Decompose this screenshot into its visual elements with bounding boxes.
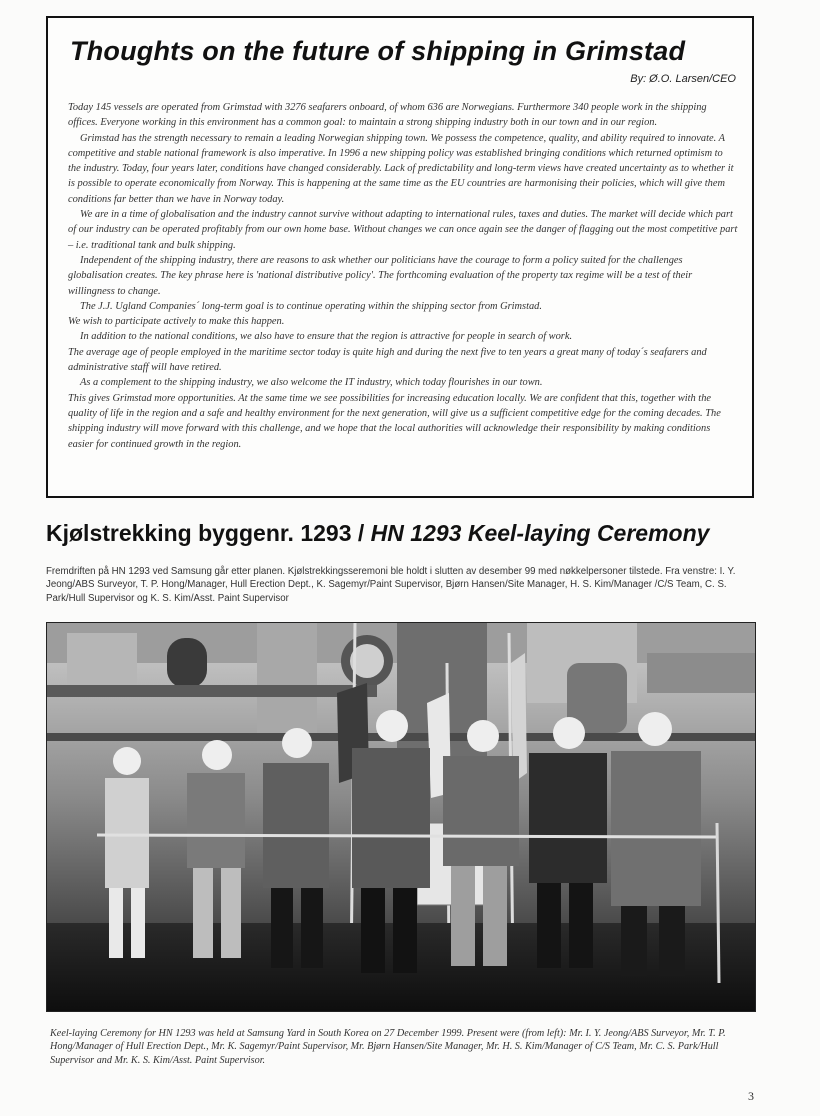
article-paragraph: In addition to the national conditions, we also have to ensure that the region is attractive for people in search of work. bbox=[80, 331, 573, 343]
article-byline: By: Ø.O. Larsen/CEO bbox=[630, 73, 736, 85]
article-paragraph: The J.J. Ugland Companies´ long-term goal is to continue operating within the shipping sector from Grimstad. bbox=[80, 300, 542, 312]
article-paragraph: As a complement to the shipping industry, we also welcome the IT industry, which today flourishes in our town. bbox=[80, 377, 543, 389]
ceremony-title-norwegian: Kjølstrekking byggenr. 1293 / bbox=[46, 520, 365, 546]
article-paragraph: We wish to participate actively to make this happen. bbox=[68, 316, 285, 328]
editorial-box bbox=[46, 16, 754, 498]
page-number: 3 bbox=[748, 1089, 754, 1103]
ceremony-title-english: HN 1293 Keel-laying Ceremony bbox=[364, 520, 710, 546]
article-paragraph: The average age of people employed in the maritime sector today is quite high and during the next five to ten years a great many of today´s seafarers and administrative staff will have retired. bbox=[68, 346, 707, 374]
article-body bbox=[68, 100, 738, 452]
article-paragraph: Independent of the shipping industry, there are reasons to ask whether our politicians have the courage to form a policy suited for the challenges globalisation creates. The key phrase here is 'national distributive policy'. The forthcoming evaluation of the property tax regime will be a test of their willingness to change. bbox=[68, 254, 693, 297]
ceremony-photo bbox=[46, 622, 756, 1012]
article-paragraph: Grimstad has the strength necessary to remain a leading Norwegian shipping town. We possess the competence, quality, and ability required to innovate. A competitive and stable national framework is also imperative. In 1996 a new shipping policy was established bringing conditions which returned optimism to the industry. Today, four years later, conditions have changed considerably. Lack of predictability and long-term views have created uncertainty as to whether it is possible to operate economically from Norway. This is happening at the same time as the EU countries are harmonising their policies, which will give them conditions far better than we have in Norway today. bbox=[68, 132, 734, 205]
article-title: Thoughts on the future of shipping in Grimstad bbox=[70, 36, 686, 66]
article-paragraph: This gives Grimstad more opportunities. At the same time we see possibilities for increasing education locally. We are confident that this, together with the quality of life in the region and a safe and healthy environment for the next generation, will give us a sufficient competitive edge for the coming decades. The shipping industry will move forward with this challenge, and we hope that the local authorities will acknowledge their responsibility by making conditions easier for continued growth in the region. bbox=[68, 392, 721, 450]
ceremony-intro: Fremdriften på HN 1293 ved Samsung går etter planen. Kjølstrekkingsseremoni ble holdt i slutten av desember 99 med nøkkelpersoner tilstede. Fra venstre: I. Y. Jeong/ABS Surveyor, T. P. Hong/Manager, Hull Erection Dept., K. Sagemyr/Paint Supervisor, Bjørn Hansen/Site Manager, H. S. Kim/Manager /C/S Team, C. S. Park/Hull Supervisor og K. S. Kim/Asst. Paint Supervisor bbox=[46, 566, 736, 604]
article-paragraph: We are in a time of globalisation and the industry cannot survive without adapting to international rules, taxes and duties. The market will decide which part of our industry can be operated profitably from our own home base. Without changes we can once again see the danger of flagging out the most competitive part – i.e. traditional tank and bulk shipping. bbox=[68, 209, 738, 251]
photo-caption: Keel-laying Ceremony for HN 1293 was held at Samsung Yard in South Korea on 27 December 1999. Present were (from left): Mr. I. Y. Jeong/ABS Surveyor, Mr. T. P. Hong/Manager of Hull Erection Dept., Mr. K. Sagemyr/Paint Supervisor, Mr. Bjørn Hansen/Site Manager, Mr. H. S. Kim/Manager of C/S Team, Mr. C. S. Park/Hull Supervisor and Mr. K. S. Kim/Asst. Paint Supervisor. bbox=[50, 1028, 726, 1066]
article-paragraph: Today 145 vessels are operated from Grimstad with 3276 seafarers onboard, of whom 636 are Norwegians. Furthermore 340 people work in the shipping offices. Everyone working in this environment has a common goal: to maintain a strong shipping industry both in our town and in our region. bbox=[68, 102, 707, 129]
ceremony-title bbox=[46, 520, 709, 547]
